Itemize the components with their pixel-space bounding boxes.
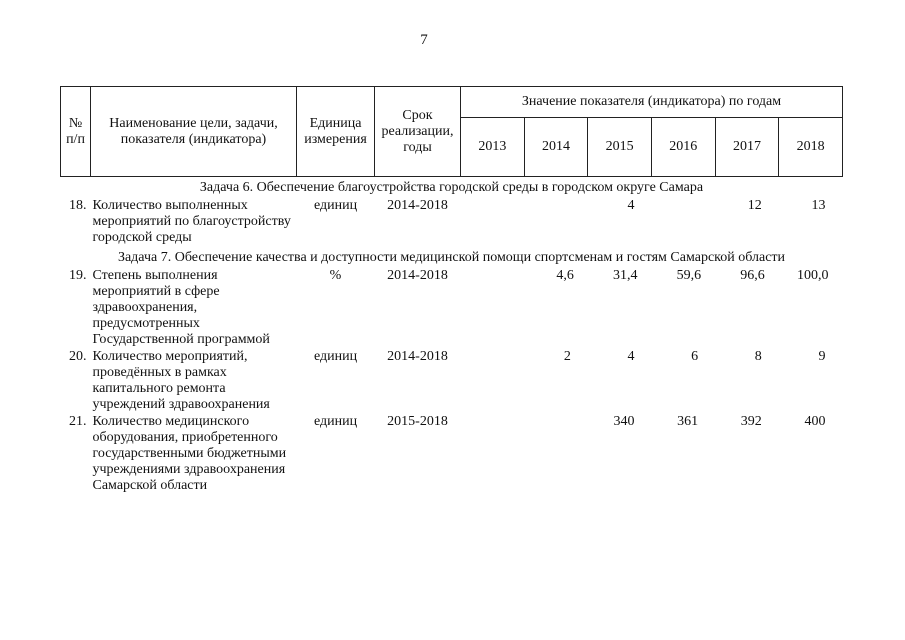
value-cell: 2: [563, 349, 571, 364]
value-cell: [524, 198, 588, 247]
indicator-name: Степень выполнения мероприятий в сфере здравоохранения, предусмотренных Государственной программой: [92, 268, 270, 347]
header-year: 2018: [779, 118, 843, 177]
header-year: 2017: [715, 118, 779, 177]
value-cell: 100,0: [797, 268, 829, 283]
header-year: 2016: [651, 118, 715, 177]
value-cell: [651, 198, 715, 247]
row-number: 21.: [69, 414, 87, 429]
table-row: [61, 268, 843, 349]
term-cell: 2014-2018: [387, 349, 448, 364]
unit-cell: %: [329, 268, 342, 283]
task-heading: Задача 6. Обеспечение благоустройства городской среды в городском округе Самара: [199, 180, 704, 195]
value-cell: 361: [677, 414, 699, 429]
value-cell: 31,4: [612, 268, 638, 283]
value-cell: 4,6: [556, 268, 574, 283]
row-number: 18.: [69, 198, 87, 213]
task-heading: Задача 7. Обеспечение качества и доступности медицинской помощи спортсменам и гостям Самарской области: [117, 250, 786, 265]
unit-cell: единиц: [313, 198, 358, 213]
table-row: [61, 414, 843, 495]
value-cell: 6: [691, 349, 699, 364]
value-cell: 4: [627, 349, 635, 364]
value-cell: [524, 414, 588, 495]
indicator-name: Количество выполненных мероприятий по благоустройству городской среды: [92, 198, 291, 245]
page-number: 7: [420, 32, 428, 48]
header-year: 2013: [461, 118, 525, 177]
term-cell: 2014-2018: [387, 198, 448, 213]
value-cell: [461, 268, 525, 349]
value-cell: 400: [804, 414, 826, 429]
indicator-table: [60, 86, 843, 495]
value-cell: 59,6: [676, 268, 702, 283]
table-body: [61, 177, 843, 496]
value-cell: [461, 198, 525, 247]
header-values-group: Значение показателя (индикатора) по годам: [461, 87, 843, 118]
value-cell: 13: [811, 198, 826, 213]
term-cell: 2014-2018: [387, 268, 448, 283]
indicator-name: Количество медицинского оборудования, приобретенного государственными бюджетными учреждениями здравоохранения Самарской области: [92, 414, 287, 493]
value-cell: 8: [754, 349, 762, 364]
header-year: 2014: [524, 118, 588, 177]
value-cell: [461, 414, 525, 495]
unit-cell: единиц: [313, 414, 358, 429]
header-year: 2015: [588, 118, 652, 177]
value-cell: 12: [747, 198, 762, 213]
value-cell: 96,6: [740, 268, 765, 283]
value-cell: 340: [613, 414, 635, 429]
term-cell: 2015-2018: [387, 414, 448, 429]
value-cell: 4: [627, 198, 635, 213]
row-number: 19.: [69, 268, 87, 283]
header-unit: Единица измерения: [297, 87, 375, 177]
indicator-name: Количество мероприятий, проведённых в рамках капитального ремонта учреждений здравоохранения: [92, 349, 270, 412]
row-number: 20.: [69, 349, 87, 364]
header-name: Наименование цели, задачи, показателя (индикатора): [91, 87, 297, 177]
value-cell: 392: [740, 414, 762, 429]
table-row: [61, 198, 843, 247]
table-header: [61, 87, 843, 177]
header-term: Срок реализации, годы: [375, 87, 461, 177]
table-row: [61, 349, 843, 414]
value-cell: [461, 349, 525, 414]
unit-cell: единиц: [313, 349, 358, 364]
value-cell: 9: [818, 349, 826, 364]
header-num: № п/п: [61, 87, 91, 177]
